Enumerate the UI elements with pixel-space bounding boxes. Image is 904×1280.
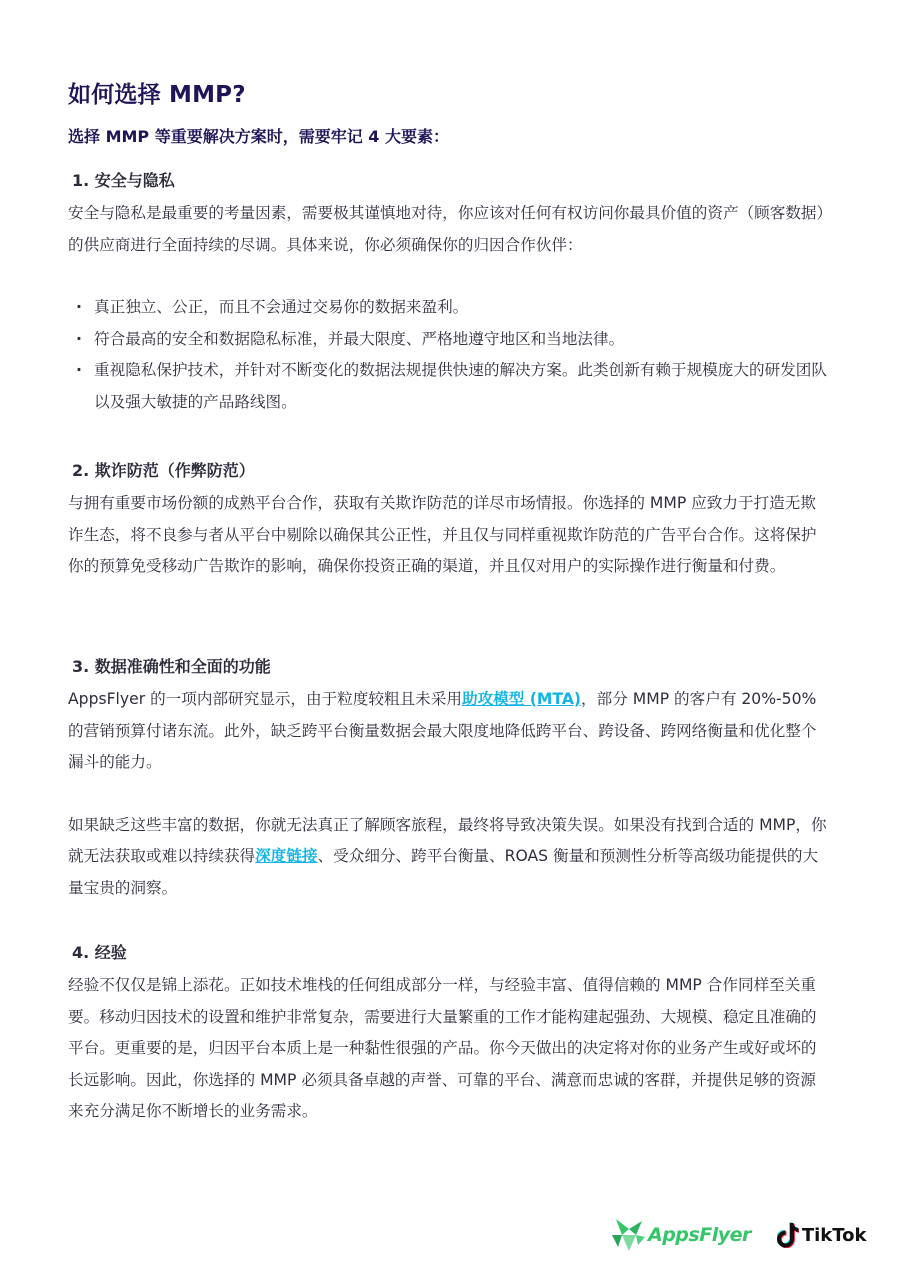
appsflyer-logo (612, 1217, 751, 1253)
footer-logos (612, 1212, 867, 1258)
list-item-text: 真正独立、公正，而且不会通过交易你的数据来盈利。 (94, 298, 469, 316)
tiktok-logo (777, 1222, 867, 1248)
section-paragraph-2 (68, 810, 828, 905)
bullet-dot-icon: · (76, 329, 82, 348)
section-heading: 3. 数据准确性和全面的功能 (72, 657, 271, 676)
bullet-list (68, 292, 828, 418)
page-title: 如何选择 MMP? (68, 82, 246, 108)
page-subtitle: 选择 MMP 等重要解决方案时，需要牢记 4 大要素： (68, 127, 449, 146)
list-item (68, 355, 828, 418)
section-experience (68, 940, 828, 1128)
list-item-text: 重视隐私保护技术，并针对不断变化的数据法规提供快速的解决方案。此类创新有赖于规模庞大的研发团队以及强大敏捷的产品路线图。 (94, 361, 827, 411)
list-item-text: 符合最高的安全和数据隐私标准，并最大限度、严格地遵守地区和当地法律。 (94, 329, 625, 348)
appsflyer-wordmark: AppsFlyer (648, 1224, 751, 1246)
section-heading: 1. 安全与隐私 (72, 171, 175, 190)
section-intro: 安全与隐私是最重要的考量因素，需要极其谨慎地对待，你应该对任何有权访问你最具价值的资产（顾客数据）的供应商进行全面持续的尽调。具体来说，你必须确保你的归因合作伙伴： (68, 204, 825, 254)
section-heading: 4. 经验 (72, 943, 127, 962)
bullet-dot-icon: · (76, 298, 82, 316)
tiktok-wordmark: TikTok (801, 1224, 867, 1246)
paragraph-text: 、受众细分、跨平台衡量、ROAS 衡量和预测性分析等高级功能提供的大量宝贵的洞察。 (68, 847, 819, 897)
section-heading: 2. 欺诈防范（作弊防范） (72, 461, 255, 480)
paragraph-text: AppsFlyer 的一项内部研究显示，由于粒度较粗且未采用 (68, 690, 462, 708)
paragraph-text: 如果缺乏这些丰富的数据，你就无法真正了解顾客旅程，最终将导致决策失误。如果没有找到合适的 MMP，你就无法获取或难以持续获得 (68, 815, 827, 865)
section-fraud-prevention (68, 458, 828, 583)
deep-linking-link[interactable]: 深度链接 (255, 847, 318, 865)
section-body: 经验不仅仅是锦上添花。正如技术堆栈的任何组成部分一样，与经验丰富、值得信赖的 MMP 合作同样至关重要。移动归因技术的设置和维护非常复杂，需要进行大量繁重的工作才能构建起强劲、大规模、稳定且准确的平台。更重要的是，归因平台本质上是一种黏性很强的产品。你今天做出的决定将对你的业务产生或好或坏的长远影响。因此，你选择的 MMP 必须具备卓越的声誉、可靠的平台、满意而忠诚的客群，并提供足够的资源来充分满足你不断增长的业务需求。 (68, 976, 817, 1120)
section-paragraph-1 (68, 684, 828, 779)
paragraph-text: ，部分 MMP 的客户有 20%-50% 的营销预算付诸东流。此外，缺乏跨平台衡量数据会最大限度地降低跨平台、跨设备、跨网络衡量和优化整个漏斗的能力。 (68, 690, 817, 771)
list-item (68, 292, 828, 324)
tiktok-logo-icon (777, 1222, 799, 1248)
list-item (68, 324, 828, 356)
appsflyer-logo-icon (612, 1217, 646, 1253)
section-security-privacy (68, 168, 828, 418)
section-body: 与拥有重要市场份额的成熟平台合作，获取有关欺诈防范的详尽市场情报。你选择的 MMP 应致力于打造无欺诈生态，将不良参与者从平台中剔除以确保其公正性，并且仅与同样重视欺诈防范的广告平台合作。这将保护你的预算免受移动广告欺诈的影响，确保你投资正确的渠道，并且仅对用户的实际操作进行衡量和付费。 (68, 494, 817, 575)
mta-link[interactable]: 助攻模型 (MTA) (461, 690, 582, 708)
section-data-accuracy (68, 654, 828, 904)
bullet-dot-icon: · (76, 361, 82, 379)
